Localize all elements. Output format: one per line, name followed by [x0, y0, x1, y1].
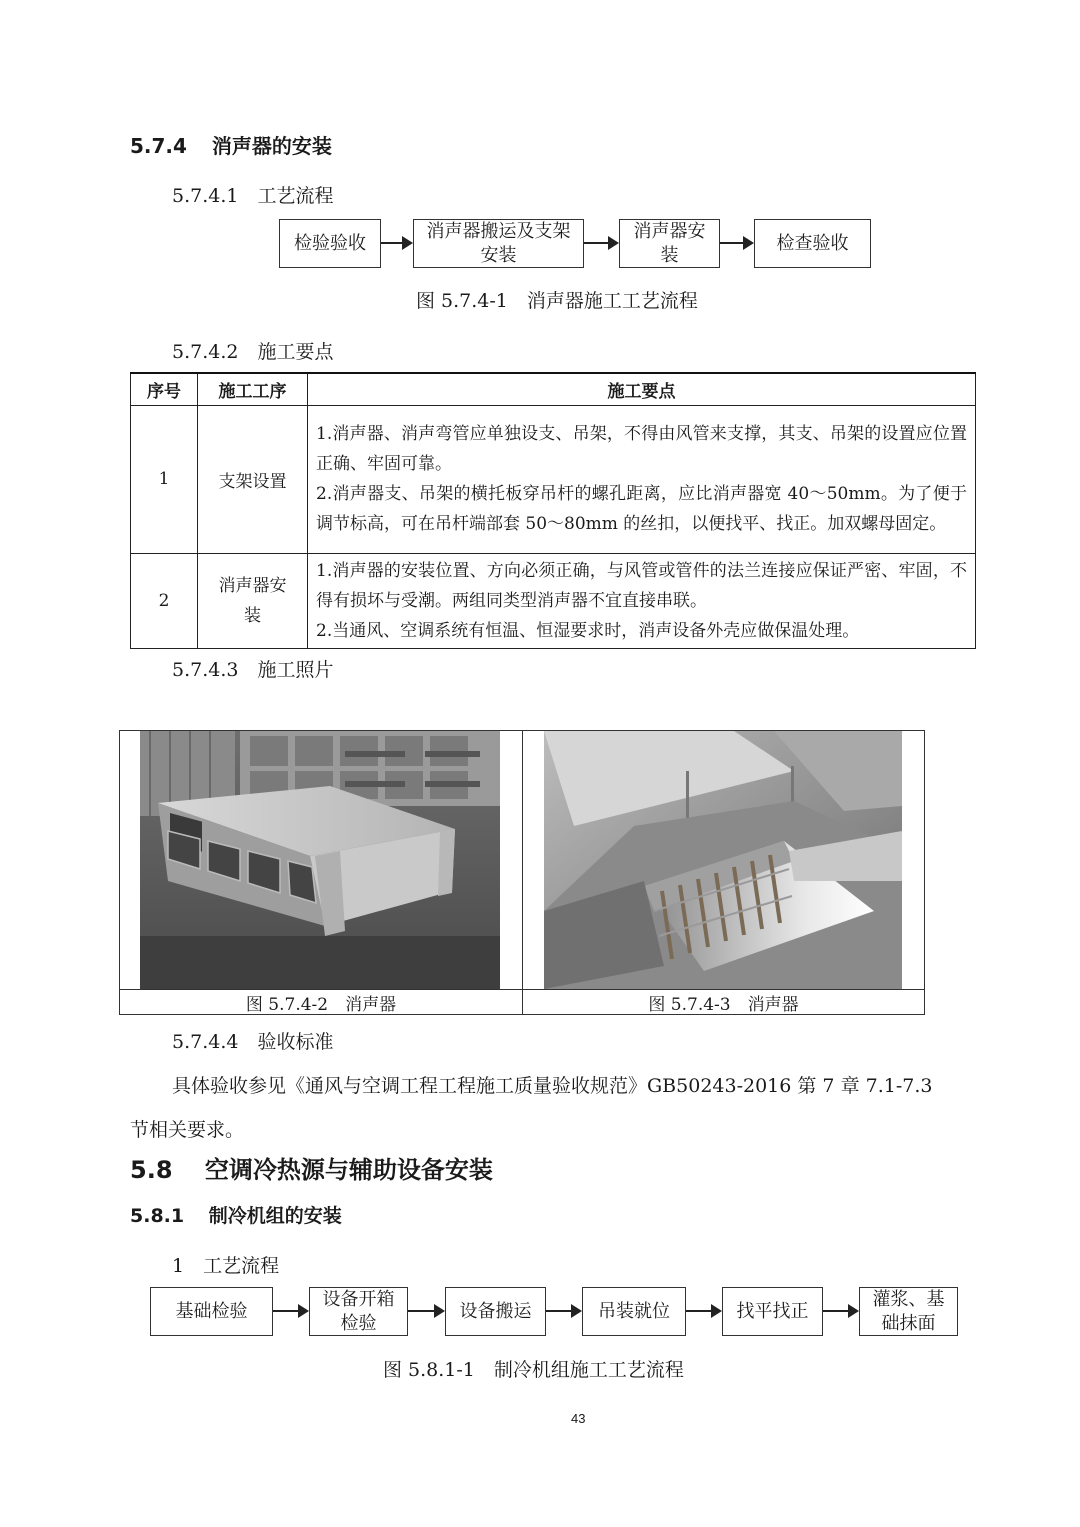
subsection-5-7-4-2: 5.7.4.2 施工要点	[172, 341, 334, 363]
page-number: 43	[571, 1411, 586, 1426]
row-step: 消声器安装	[198, 553, 308, 648]
subsection-5-8-1-1: 1 工艺流程	[172, 1255, 280, 1277]
flow-step: 检查验收	[754, 219, 871, 268]
table-row	[131, 553, 976, 648]
row-number: 2	[131, 553, 198, 648]
acceptance-text: 具体验收参见《通风与空调工程工程施工质量验收规范》GB50243-2016 第 7 章 7.1-7.3	[172, 1075, 933, 1097]
installed-silencer-photo	[544, 731, 902, 989]
flow-arrow	[381, 242, 411, 244]
subsection-5-7-4-3: 5.7.4.3 施工照片	[172, 659, 334, 681]
flow-arrow	[686, 1310, 720, 1312]
acceptance-text: 节相关要求。	[130, 1119, 245, 1141]
silencer-photo	[140, 731, 500, 989]
point-text: 2.当通风、空调系统有恒温、恒湿要求时，消声设备外壳应做保温处理。	[316, 620, 860, 641]
section-number: 5.8	[130, 1156, 173, 1184]
flow-step: 检验验收	[279, 219, 381, 268]
construction-points-table	[130, 372, 976, 649]
section-heading-5-7-4	[130, 130, 332, 159]
point-text: 1.消声器、消声弯管应单独设支、吊架，不得由风管来支撑，其支、吊架的设置应位置正确、牢固可靠。	[316, 424, 967, 474]
subsection-5-7-4-4: 5.7.4.4 验收标准	[172, 1031, 334, 1053]
table-header: 序号	[131, 373, 198, 405]
row-points	[308, 405, 976, 553]
flow-arrow	[273, 1310, 307, 1312]
flow-step: 灌浆、基础抹面	[859, 1287, 958, 1336]
flow-step: 吊装就位	[582, 1287, 686, 1336]
section-title: 消声器的安装	[211, 134, 332, 158]
figure-caption-5-8-1-1: 图 5.8.1-1 制冷机组施工工艺流程	[383, 1359, 684, 1381]
flow-arrow	[720, 242, 752, 244]
photo-divider	[522, 730, 523, 1015]
table-header: 施工要点	[308, 373, 976, 405]
row-number: 1	[131, 405, 198, 553]
flow-step: 找平找正	[722, 1287, 823, 1336]
row-step: 支架设置	[198, 405, 308, 553]
section-heading-5-8	[130, 1150, 493, 1185]
table-header: 施工工序	[198, 373, 308, 405]
photo-caption: 图 5.7.4-2 消声器	[245, 995, 397, 1015]
photo-caption: 图 5.7.4-3 消声器	[648, 995, 799, 1015]
point-text: 1.消声器的安装位置、方向必须正确，与风管或管件的法兰连接应保证严密、牢固，不得有损坏与受潮。两组同类型消声器不宜直接串联。	[316, 560, 967, 611]
flow-arrow	[546, 1310, 580, 1312]
flow-step: 消声器搬运及支架安装	[413, 219, 584, 268]
section-number: 5.8.1	[130, 1205, 185, 1227]
table-row	[131, 405, 976, 553]
section-title: 制冷机组的安装	[208, 1205, 342, 1227]
flow-step: 消声器安装	[619, 219, 720, 268]
flow-arrow	[408, 1310, 443, 1312]
point-text: 2.消声器支、吊架的横托板穿吊杆的螺孔距离，应比消声器宽 40～50mm。为了便于调节标高，可在吊杆端部套 50～80mm 的丝扣，以便找平、找正。加双螺母固定。	[316, 484, 967, 534]
section-title: 空调冷热源与辅助设备安装	[204, 1156, 493, 1184]
figure-caption-5-7-4-1: 图 5.7.4-1 消声器施工工艺流程	[416, 290, 698, 312]
subsection-5-7-4-1: 5.7.4.1 工艺流程	[172, 185, 334, 207]
row-points	[308, 553, 976, 648]
section-heading-5-8-1	[130, 1201, 342, 1228]
flow-step: 基础检验	[150, 1287, 273, 1336]
flow-arrow	[823, 1310, 857, 1312]
flow-step: 设备搬运	[445, 1287, 546, 1336]
flow-arrow	[584, 242, 617, 244]
flow-step: 设备开箱检验	[309, 1287, 408, 1336]
section-number: 5.7.4	[130, 134, 187, 158]
